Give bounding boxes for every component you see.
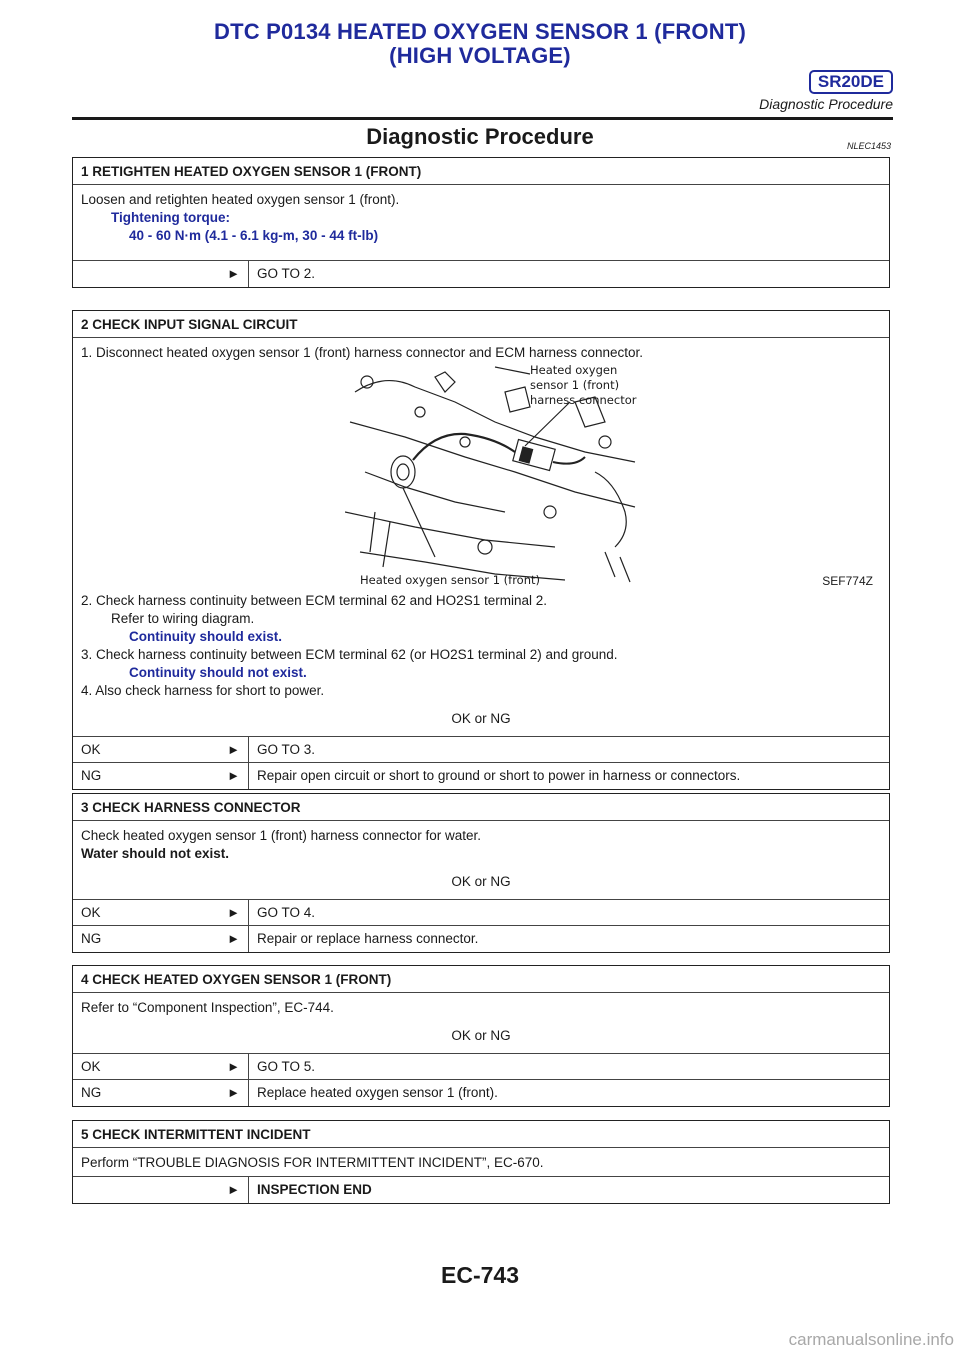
section-title: Diagnostic Procedure <box>366 124 594 149</box>
connector-location-illustration <box>345 362 645 587</box>
step-3-body <box>73 821 889 900</box>
step-3-ok-row <box>73 900 889 926</box>
ok-key <box>73 737 248 762</box>
step-2-line-2: 2. Check harness continuity between ECM terminal 62 and HO2S1 terminal 2. <box>81 593 547 608</box>
step-4-ng-row <box>73 1080 889 1106</box>
ok-label: OK <box>81 742 101 757</box>
step-2-ok-action[interactable]: GO TO 3. <box>248 737 889 762</box>
arrow-right-icon: ► <box>227 1182 240 1197</box>
step-2-heading: 2 CHECK INPUT SIGNAL CIRCUIT <box>73 311 889 338</box>
arrow-right-icon: ► <box>227 905 240 920</box>
arrow-right-icon: ► <box>227 931 240 946</box>
step-4-heading: 4 CHECK HEATED OXYGEN SENSOR 1 (FRONT) <box>73 966 889 993</box>
step-2-line-3: Refer to wiring diagram. <box>111 611 255 626</box>
step-2-line-4: 3. Check harness continuity between ECM terminal 62 (or HO2S1 terminal 2) and ground. <box>81 647 618 662</box>
step-5-body <box>73 1148 889 1177</box>
step-3-ng-action: Repair or replace harness connector. <box>248 926 889 952</box>
step-5-heading: 5 CHECK INTERMITTENT INCIDENT <box>73 1121 889 1148</box>
ng-key <box>73 763 248 789</box>
continuity-not-exist: Continuity should not exist. <box>129 665 307 680</box>
step-2-ng-action: Repair open circuit or short to ground or short to power in harness or connectors. <box>248 763 889 789</box>
step-2-line-1: 1. Disconnect heated oxygen sensor 1 (front) harness connector and ECM harness connector. <box>81 345 644 360</box>
ng-label: NG <box>81 768 102 783</box>
step-2-table <box>72 310 890 790</box>
step-3-table <box>72 793 890 953</box>
torque-label: Tightening torque: <box>111 210 230 225</box>
figure-label-connector-1: Heated oxygen <box>530 363 618 377</box>
step-2-body <box>73 338 889 737</box>
arrow-right-icon: ► <box>227 742 240 757</box>
step-1-heading: 1 RETIGHTEN HEATED OXYGEN SENSOR 1 (FRONT) <box>73 158 889 185</box>
engine-figure <box>81 362 881 592</box>
arrow-right-icon: ► <box>227 768 240 783</box>
arrow-right-icon: ► <box>227 1085 240 1100</box>
step-2-ok-row <box>73 737 889 763</box>
ng-label: NG <box>81 931 102 946</box>
header-subtitle: Diagnostic Procedure <box>759 96 893 112</box>
step-4-body <box>73 993 889 1054</box>
step-3-ng-row <box>73 926 889 952</box>
figure-label-connector-2: sensor 1 (front) <box>530 378 620 392</box>
step-4-ok-action[interactable]: GO TO 5. <box>248 1054 889 1079</box>
page-header-title <box>0 20 960 68</box>
figure-label-connector-3: harness connector <box>530 393 637 407</box>
ng-label: NG <box>81 1085 102 1100</box>
arrow-right-icon: ► <box>227 266 240 281</box>
step-2-decision: OK or NG <box>451 711 511 726</box>
header-divider <box>72 117 893 120</box>
step-1-table <box>72 157 890 288</box>
step-4-decision: OK or NG <box>451 1028 511 1043</box>
ok-label: OK <box>81 1059 101 1074</box>
step-4-line-1[interactable]: Refer to “Component Inspection”, EC-744. <box>81 1000 334 1015</box>
watermark[interactable]: carmanualsonline.info <box>788 1330 954 1349</box>
engine-badge: SR20DE <box>809 70 893 94</box>
step-1-goto[interactable]: GO TO 2. <box>248 261 889 287</box>
step-1-body <box>73 185 889 261</box>
figure-label-sensor: Heated oxygen sensor 1 (front) <box>360 573 540 587</box>
step-4-table <box>72 965 890 1107</box>
step-3-decision: OK or NG <box>451 874 511 889</box>
step-1-line: Loosen and retighten heated oxygen sensor 1 (front). <box>81 192 400 207</box>
page-number: EC-743 <box>441 1262 519 1288</box>
section-code: NLEC1453 <box>846 141 891 151</box>
arrow-right-icon: ► <box>227 1059 240 1074</box>
header-title-line2: (HIGH VOLTAGE) <box>389 43 571 68</box>
step-3-line-1: Check heated oxygen sensor 1 (front) harness connector for water. <box>81 828 481 843</box>
step-2-line-5: 4. Also check harness for short to power. <box>81 683 325 698</box>
inspection-end: INSPECTION END <box>248 1177 889 1203</box>
ok-label: OK <box>81 905 101 920</box>
step-3-heading: 3 CHECK HARNESS CONNECTOR <box>73 794 889 821</box>
continuity-exist: Continuity should exist. <box>129 629 283 644</box>
step-2-ng-row <box>73 763 889 789</box>
header-title-line1: DTC P0134 HEATED OXYGEN SENSOR 1 (FRONT) <box>213 19 746 44</box>
step-3-ok-action[interactable]: GO TO 4. <box>248 900 889 925</box>
step-4-ng-action: Replace heated oxygen sensor 1 (front). <box>248 1080 889 1106</box>
step-1-result-row <box>73 261 889 287</box>
figure-id: SEF774Z <box>822 574 873 588</box>
step-5-end-row <box>73 1177 889 1203</box>
torque-value: 40 - 60 N·m (4.1 - 6.1 kg-m, 30 - 44 ft-lb) <box>129 228 379 243</box>
step-3-line-2: Water should not exist. <box>81 846 230 861</box>
step-5-line-1[interactable]: Perform “TROUBLE DIAGNOSIS FOR INTERMITTENT INCIDENT”, EC-670. <box>81 1155 544 1170</box>
step-5-table <box>72 1120 890 1204</box>
step-4-ok-row <box>73 1054 889 1080</box>
